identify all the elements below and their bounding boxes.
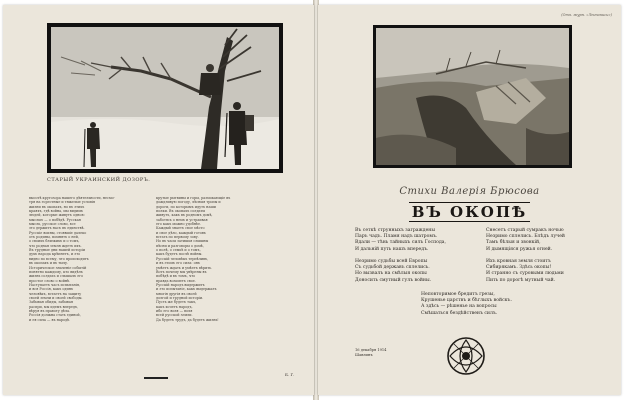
article-text-line: Забывая обиды, забывая — [29, 300, 73, 305]
article-text-line: Въ трудные дни нашей исторіи — [29, 248, 85, 253]
article-signature: Б. Г. — [285, 372, 295, 377]
poem-line: Снесетъ старый сумракъ ночью — [486, 228, 564, 233]
article-text-line: высотѣ кругозора нашего дѣятельности, несмо- — [29, 196, 115, 200]
article-text-line: живутъ, какъ въ родномъ домѣ, — [156, 213, 213, 218]
snowy-soldiers-tree-image — [51, 27, 279, 169]
article-text-line: простое слово о войнѣ. — [29, 278, 71, 283]
poem-line: А здѣсь — рѣшенье на вопросы — [421, 304, 497, 310]
poem-title: ВЪ ОКОПѢ — [318, 202, 621, 222]
stanza-center — [421, 292, 512, 317]
article-text-line: побѣдѣ и въ томъ, что — [156, 274, 196, 279]
poem-line: Смѣшаться бездѣйственъ силъ. — [421, 310, 498, 316]
poem-dateline — [355, 348, 386, 358]
article-text-line: умѣетъ ждать и умѣетъ вѣрить. — [156, 265, 213, 270]
article-text-line: отъ родины, помнятъ о ней, — [29, 235, 79, 240]
poem-author: Стихи Валерія Брюсова — [399, 186, 540, 197]
article-text-line: встать по первому зову. — [156, 235, 199, 240]
article-text-line: вѣруя въ правоту дѣла. — [29, 308, 71, 313]
article-text-line: о полѣ, о семьѣ и о томъ, — [156, 248, 201, 253]
article-text-line: Пусть же будетъ такъ, — [156, 300, 197, 305]
article-text-line: Вотъ почему мы увѣрены въ — [156, 269, 207, 274]
article-text-line: Русскіе воины, стоявшіе далеко — [29, 230, 87, 235]
article-text-line: Русскій народъ выдержитъ — [156, 282, 205, 287]
article-text-line: правда возьметъ свое. — [156, 278, 196, 283]
article-text-line: жизни въ окопахъ, но въ этихъ — [29, 204, 85, 209]
poem-line: И дальній путь нашъ впередъ. — [355, 246, 429, 252]
poem-line: Тамъ бѣлыя и звонкій, — [486, 240, 541, 246]
poem-line: Доносить смутный гулъ войны. — [355, 277, 432, 283]
stanza-right-2 — [486, 259, 564, 284]
poem-line: И странно съ суровыми людьми — [486, 271, 564, 277]
article-text-line: дороги, по которымъ идутъ наши — [156, 204, 216, 209]
article-text-line: и ея сила — въ народѣ. — [29, 317, 71, 322]
poem-line: Въ сеткѣ струнныхъ заграждены — [355, 228, 436, 233]
article-text-line: Наступаетъ часъ испытанія, — [29, 282, 81, 287]
poem-line: Паръ чадъ. Пламя надъ шатромъ. — [355, 234, 438, 240]
poem-line: Вдали — тѣнь тайныхъ силъ Господа, — [355, 240, 446, 246]
article-text-line: Русскій человѣкъ терпѣливъ, — [156, 256, 209, 261]
poem-line: Крушенье царствъ и бѣглыхъ войскъ. — [421, 298, 512, 304]
stanza-right-1 — [486, 228, 565, 253]
page-rule — [144, 377, 168, 379]
article-text-line: крутые рытвины и горы, размокающіе въ — [156, 196, 231, 200]
poem-line: Незримо судьбы всей Европы — [355, 259, 428, 264]
page-header-note: (Отъ. журн. «Лѣтописи») — [561, 13, 612, 17]
article-text-line: духъ народа крѣпнетъ, и это — [29, 252, 81, 257]
article-text-line: видно по всему, что происходитъ — [29, 256, 89, 261]
right-painting — [373, 25, 572, 168]
article-text-line: тря на горестные и тяжелые условія — [29, 200, 96, 205]
article-text-line: многія другія въ своей — [156, 291, 197, 296]
article-text-line: въ окопахъ и въ тылу. — [29, 261, 69, 266]
article-text-line: и свое дѣло, каждый готовъ — [156, 230, 206, 235]
article-text-line: распри, мы идемъ впередъ, — [29, 304, 79, 309]
article-text-line: о своихъ близкихъ и о томъ, — [29, 239, 80, 244]
article-text-line: Но въ часы затишья слышны — [156, 239, 209, 244]
poem-line: Сибирякамъ. Здѣсь окопы! — [486, 265, 552, 271]
poem-line: Неповторимое бредитъ грезы, — [421, 292, 495, 297]
article-text-line: и вся Россія, какъ одинъ — [29, 287, 74, 292]
article-text-line: понятно каждому, кто видѣлъ — [29, 269, 83, 274]
trench-painting-image — [376, 28, 569, 165]
left-text-column-2 — [156, 196, 280, 376]
article-text-line: долгой и трудной исторіи. — [156, 295, 204, 300]
article-text-line: Да будетъ трудъ, да будетъ жизнь! — [156, 317, 219, 322]
poem-line: Съ судьбой державъ сплелись. — [355, 265, 430, 271]
stanza-left-2 — [355, 259, 431, 284]
article-text-line: всей русской земли. — [156, 313, 193, 318]
article-text-line: и въ этомъ его сила: онъ — [156, 261, 201, 266]
article-text-line: и это испытаніе, какъ выдержалъ — [156, 287, 217, 292]
left-page — [3, 5, 314, 395]
poem-line: Ихъ кровная земля стоитъ — [486, 259, 551, 264]
article-text-line: что родная земля ждетъ ихъ. — [29, 243, 82, 248]
article-text-line: краяхъ, гдѣ война, мы видимъ — [29, 209, 84, 214]
article-text-line: мыслью — о побѣдѣ. Русская — [29, 217, 81, 222]
article-text-line: какъ хочетъ народъ, — [156, 304, 193, 309]
ornament-icon — [444, 334, 488, 378]
poem-line: Пить по дорогѣ мутный чай. — [486, 277, 556, 283]
article-text-line: какъ будетъ послѣ войны. — [156, 252, 203, 257]
dateline-line: Шавлинъ — [355, 353, 373, 357]
article-text-line: заботясь о немъ и устраивая — [156, 217, 208, 222]
left-photograph — [47, 23, 283, 173]
article-text-line: Россія должна стать единой, — [29, 313, 81, 318]
article-text-line: ибо его воля — воля — [156, 308, 193, 313]
article-text-line: Историческое значеніе событій — [29, 265, 87, 270]
article-text-line: дождливую погоду, лѣсныя тропы и — [156, 200, 221, 205]
dateline-line: 16 декабря 1914 — [355, 348, 387, 352]
article-text-line: человѣкъ, встаетъ на защиту — [29, 291, 82, 296]
article-text-line: это держитъ насъ въ единствѣ. — [29, 226, 85, 231]
article-text-line: полки. Въ окопахъ солдаты — [156, 209, 206, 214]
article-text-line: своей земли и своей свободы. — [29, 295, 83, 300]
left-text-column-1 — [29, 196, 145, 376]
article-text-line: Каждый знаетъ свое мѣсто — [156, 226, 205, 231]
article-text-line: его какъ можно удобнѣе. — [156, 222, 202, 227]
photo-caption: СТАРЫЙ УКРАИНСКИЙ ДОЗОРЪ. — [47, 177, 151, 183]
poem-line: Незримо сплелись. Блѣдъ лучей — [486, 234, 565, 240]
article-text-line: пѣсни и разговоры о домѣ, — [156, 243, 204, 248]
article-text-line: жизнь солдата и слышалъ его — [29, 274, 84, 279]
article-text-line: мысль, русское слово, все — [29, 222, 76, 227]
article-text-line: людей, которые живутъ одною — [29, 213, 85, 218]
poem-line: И дымящіяся ружья огней. — [486, 246, 553, 252]
poem-line: Но вызвалъ на смѣлыя окопы — [355, 271, 427, 277]
right-page — [318, 5, 621, 395]
stanza-left-1 — [355, 228, 446, 253]
